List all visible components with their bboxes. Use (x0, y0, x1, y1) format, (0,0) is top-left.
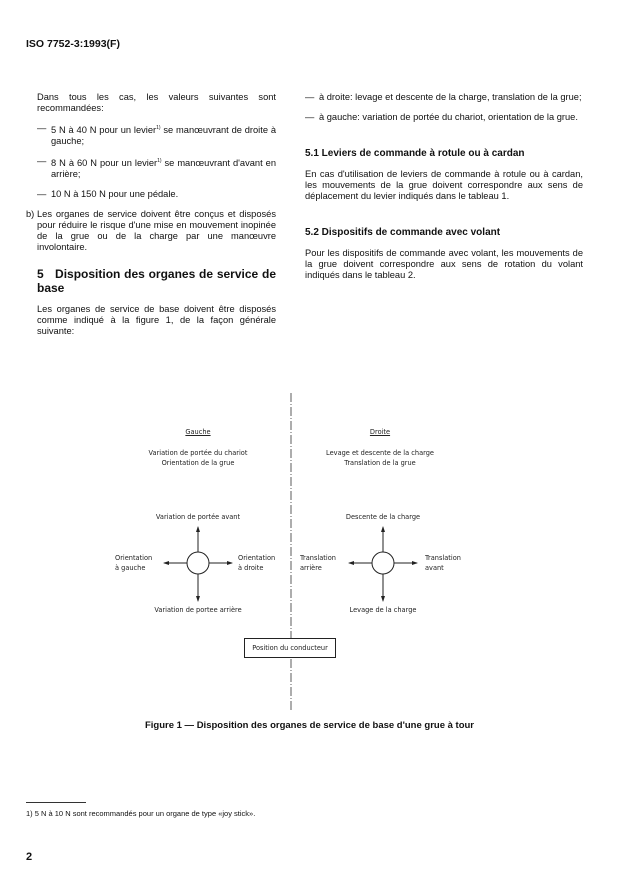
page-number: 2 (26, 851, 33, 863)
figure-left-right-label: Orientation à droite (238, 554, 276, 572)
figure-caption: Figure 1 — Disposition des organes de service de base d'une grue à tour (144, 720, 475, 731)
figure-heading-gauche: Gauche (185, 428, 211, 436)
left-lever-symbol (164, 527, 232, 601)
right-lever-symbol (349, 527, 417, 601)
section-5-1-heading: 5.1 Leviers de commande à rotule ou à cardan (305, 148, 525, 159)
figure-left-left-label: Orientation à gauche (115, 554, 153, 572)
footnote-rule (26, 802, 86, 803)
list-item: — 10 N à 150 N pour une pédale. (37, 189, 179, 200)
figure-right-top-label: Descente de la charge (345, 513, 421, 521)
item-b: b) Les organes de service doivent être conçus et disposés pour réduire le risque d'une mise en mouvement inopinée de la grue ou de la charge par une manœuvre involontaire. (26, 209, 276, 253)
figure-right-bottom-label: Levage de la charge (349, 606, 417, 614)
figure-left-desc-2: Orientation de la grue (161, 459, 235, 467)
header-title: ISO 7752-3:1993(F) (26, 38, 120, 50)
figure-left-desc-1: Variation de portée du chariot (148, 449, 248, 457)
figure-right-desc-2: Translation de la grue (344, 459, 416, 467)
driver-position-box: Position du conducteur (244, 638, 336, 658)
list-item: — à gauche: variation de portée du chariot, orientation de la grue. (305, 112, 578, 122)
list-item: — 5 N à 40 N pour un levier$^{1)}$ se manœuvrant de droite à gauche; (37, 123, 277, 147)
figure-right-desc-1: Levage et descente de la charge (326, 449, 434, 457)
section-5-text: Les organes de service de base doivent être disposés comme indiqué à la figure 1, de la façon générale suivante: (37, 304, 276, 337)
section-5-2-text: Pour les dispositifs de commande avec volant, les mouvements de la grue doivent correspondre aux sens de rotation du volant indiqués dans le tableau 2. (305, 248, 583, 280)
section-5-1-text: En cas d'utilisation de leviers de commande à rotule ou à cardan, les mouvements de la grue doivent correspondre aux sens de déplacement du levier indiqués dans le tableau 1. (305, 169, 583, 201)
figure-heading-droite: Droite (369, 428, 391, 436)
figure-left-bottom-label: Variation de portee arrière (154, 606, 242, 614)
list-item: — à droite: levage et descente de la charge, translation de la grue; (305, 92, 582, 102)
section-5-heading: 5 Disposition des organes de service de base (37, 267, 276, 296)
figure-right-right-label: Translation avant (425, 554, 461, 572)
list-item: — 8 N à 60 N pour un levier$^{1)}$ se manœuvrant d'avant en arrière; (37, 156, 276, 180)
section-5-2-heading: 5.2 Dispositifs de commande avec volant (305, 227, 501, 238)
footnote: 1) 5 N à 10 N sont recommandés pour un organe de type «joy stick». (26, 809, 256, 818)
figure-left-top-label: Variation de portée avant (155, 513, 241, 521)
intro-text: Dans tous les cas, les valeurs suivantes sont recommandées: (37, 92, 276, 113)
figure-right-left-label: Translation arrière (300, 554, 336, 572)
